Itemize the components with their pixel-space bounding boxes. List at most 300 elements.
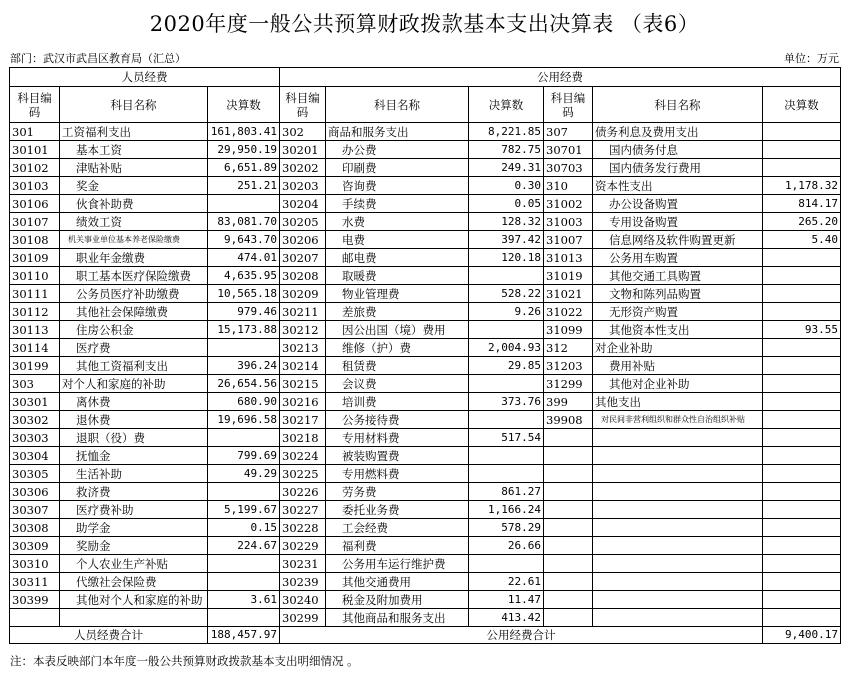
subject-name: 会议费	[326, 375, 469, 393]
subject-code: 31021	[544, 285, 593, 303]
expenditure-table	[9, 67, 841, 644]
amount-value: 2,004.93	[469, 339, 544, 357]
table-row	[10, 195, 841, 213]
subject-code: 302	[280, 123, 326, 141]
subject-code: 31099	[544, 321, 593, 339]
amount-value: 5.40	[763, 231, 841, 249]
subject-code: 30306	[10, 483, 60, 501]
amount-value: 249.31	[469, 159, 544, 177]
subject-code: 30310	[10, 555, 60, 573]
subject-code: 30240	[280, 591, 326, 609]
subject-name: 专用材料费	[326, 429, 469, 447]
subject-name: 职业年金缴费	[60, 249, 208, 267]
subject-name: 绩效工资	[60, 213, 208, 231]
subject-name: 基本工资	[60, 141, 208, 159]
amount-value: 1,178.32	[763, 177, 841, 195]
subject-name: 委托业务费	[326, 501, 469, 519]
subject-code: 30214	[280, 357, 326, 375]
subject-code: 30106	[10, 195, 60, 213]
subject-name: 对个人和家庭的补助	[60, 375, 208, 393]
department-label: 部门：武汉市武昌区教育局（汇总）	[10, 52, 186, 65]
subject-code: 30304	[10, 447, 60, 465]
subject-code: 30113	[10, 321, 60, 339]
subject-name: 电费	[326, 231, 469, 249]
subject-code: 30303	[10, 429, 60, 447]
table-row	[10, 321, 841, 339]
table-row	[10, 447, 841, 465]
page-title: 2020年度一般公共预算财政拨款基本支出决算表 （表6）	[149, 12, 700, 36]
amount-value	[763, 519, 841, 537]
subject-code: 30225	[280, 465, 326, 483]
subject-name	[593, 555, 763, 573]
subject-name	[593, 465, 763, 483]
subject-name: 手续费	[326, 195, 469, 213]
table-row	[10, 339, 841, 357]
subject-name: 退职（役）费	[60, 429, 208, 447]
amount-value: 578.29	[469, 519, 544, 537]
amount-value: 413.42	[469, 609, 544, 627]
amount-value: 161,803.41	[208, 123, 280, 141]
subject-code: 30211	[280, 303, 326, 321]
subject-name: 其他对企业补助	[593, 375, 763, 393]
amount-value	[763, 159, 841, 177]
amount-value: 799.69	[208, 447, 280, 465]
amount-value	[763, 123, 841, 141]
subject-name: 抚恤金	[60, 447, 208, 465]
table-row	[10, 123, 841, 141]
amount-value	[763, 555, 841, 573]
subject-name: 债务利息及费用支出	[593, 123, 763, 141]
table-row	[10, 375, 841, 393]
subject-code: 30311	[10, 573, 60, 591]
subject-code	[544, 555, 593, 573]
subject-name: 取暖费	[326, 267, 469, 285]
subject-code: 30309	[10, 537, 60, 555]
subject-code: 30202	[280, 159, 326, 177]
subject-code: 30212	[280, 321, 326, 339]
subject-name	[60, 609, 208, 627]
subject-name: 其他支出	[593, 393, 763, 411]
subject-name: 对企业补助	[593, 339, 763, 357]
amount-value: 4,635.95	[208, 267, 280, 285]
subject-name: 救济费	[60, 483, 208, 501]
amount-value: 397.42	[469, 231, 544, 249]
subject-name: 助学金	[60, 519, 208, 537]
amount-value	[208, 555, 280, 573]
amount-value: 8,221.85	[469, 123, 544, 141]
table-row	[10, 519, 841, 537]
table-row	[10, 267, 841, 285]
personnel-total-value: 188,457.97	[208, 627, 280, 644]
subject-name: 医疗费补助	[60, 501, 208, 519]
amount-value: 0.05	[469, 195, 544, 213]
subject-code: 30228	[280, 519, 326, 537]
table-row	[10, 159, 841, 177]
amount-value: 528.22	[469, 285, 544, 303]
amount-value	[469, 321, 544, 339]
subject-code: 30201	[280, 141, 326, 159]
amount-value: 680.90	[208, 393, 280, 411]
subject-code: 30218	[280, 429, 326, 447]
subject-name: 国内债务发行费用	[593, 159, 763, 177]
subject-name: 无形资产购置	[593, 303, 763, 321]
subject-name: 文物和陈列品购置	[593, 285, 763, 303]
subject-code: 30102	[10, 159, 60, 177]
subject-code: 30203	[280, 177, 326, 195]
amount-value	[469, 447, 544, 465]
subject-name: 水费	[326, 213, 469, 231]
subject-code: 30224	[280, 447, 326, 465]
subject-name: 工会经费	[326, 519, 469, 537]
subject-code	[544, 429, 593, 447]
subject-name: 其他对个人和家庭的补助	[60, 591, 208, 609]
amount-value: 814.17	[763, 195, 841, 213]
amount-value	[763, 285, 841, 303]
subject-name: 个人农业生产补贴	[60, 555, 208, 573]
subject-name: 办公费	[326, 141, 469, 159]
subject-name: 租赁费	[326, 357, 469, 375]
table-row	[10, 573, 841, 591]
amount-value: 19,696.58	[208, 411, 280, 429]
amount-value	[763, 375, 841, 393]
subject-name: 劳务费	[326, 483, 469, 501]
subject-code: 30227	[280, 501, 326, 519]
column-header-name: 科目名称	[60, 87, 208, 123]
subject-code: 30299	[280, 609, 326, 627]
subject-name: 代缴社会保险费	[60, 573, 208, 591]
amount-value: 396.24	[208, 357, 280, 375]
subject-name: 税金及附加费用	[326, 591, 469, 609]
amount-value: 0.30	[469, 177, 544, 195]
subject-code: 312	[544, 339, 593, 357]
subject-code: 31019	[544, 267, 593, 285]
subject-code: 31003	[544, 213, 593, 231]
amount-value	[469, 555, 544, 573]
amount-value	[763, 501, 841, 519]
amount-value	[208, 573, 280, 591]
table-row	[10, 609, 841, 627]
table-row	[10, 591, 841, 609]
subject-code: 30109	[10, 249, 60, 267]
amount-value	[763, 429, 841, 447]
subject-code: 30213	[280, 339, 326, 357]
amount-value: 26.66	[469, 537, 544, 555]
personnel-total-label: 人员经费合计	[10, 627, 208, 644]
subject-name: 其他社会保障缴费	[60, 303, 208, 321]
amount-value: 29,950.19	[208, 141, 280, 159]
subject-code	[544, 537, 593, 555]
subject-code: 31013	[544, 249, 593, 267]
column-header-row	[10, 87, 841, 123]
column-header-amount: 决算数	[763, 87, 841, 123]
public-total-label: 公用经费合计	[280, 627, 763, 644]
table-row	[10, 537, 841, 555]
subject-code: 310	[544, 177, 593, 195]
amount-value	[469, 411, 544, 429]
column-header-code: 科目编码	[280, 87, 326, 123]
subject-name: 其他商品和服务支出	[326, 609, 469, 627]
subject-code: 30101	[10, 141, 60, 159]
subject-name: 奖金	[60, 177, 208, 195]
subject-code: 31299	[544, 375, 593, 393]
amount-value	[763, 411, 841, 429]
amount-value	[763, 447, 841, 465]
subject-code: 301	[10, 123, 60, 141]
subject-name: 物业管理费	[326, 285, 469, 303]
subject-code: 30701	[544, 141, 593, 159]
subject-code: 30703	[544, 159, 593, 177]
subject-name	[593, 573, 763, 591]
subject-code: 30217	[280, 411, 326, 429]
subject-name: 工资福利支出	[60, 123, 208, 141]
subject-name: 生活补助	[60, 465, 208, 483]
amount-value	[763, 483, 841, 501]
subject-code: 31002	[544, 195, 593, 213]
amount-value: 29.85	[469, 357, 544, 375]
table-row	[10, 393, 841, 411]
amount-value	[469, 267, 544, 285]
subject-name: 退休费	[60, 411, 208, 429]
subject-code: 30301	[10, 393, 60, 411]
subject-name: 商品和服务支出	[326, 123, 469, 141]
personnel-group-header: 人员经费	[10, 68, 280, 87]
amount-value: 6,651.89	[208, 159, 280, 177]
subject-code: 30216	[280, 393, 326, 411]
subject-name: 咨询费	[326, 177, 469, 195]
table-row	[10, 483, 841, 501]
table-row	[10, 411, 841, 429]
subject-name: 伙食补助费	[60, 195, 208, 213]
totals-row	[10, 627, 841, 644]
amount-value: 265.20	[763, 213, 841, 231]
subject-name: 国内债务付息	[593, 141, 763, 159]
column-header-code: 科目编码	[10, 87, 60, 123]
subject-code: 30302	[10, 411, 60, 429]
subject-name: 津贴补贴	[60, 159, 208, 177]
amount-value: 0.15	[208, 519, 280, 537]
table-row	[10, 213, 841, 231]
subject-name: 培训费	[326, 393, 469, 411]
amount-value: 1,166.24	[469, 501, 544, 519]
amount-value: 782.75	[469, 141, 544, 159]
subject-name	[593, 483, 763, 501]
subject-code: 399	[544, 393, 593, 411]
subject-code: 30204	[280, 195, 326, 213]
subject-code: 30108	[10, 231, 60, 249]
amount-value	[763, 267, 841, 285]
subject-name: 机关事业单位基本养老保险缴费	[60, 231, 208, 249]
table-row	[10, 141, 841, 159]
subject-code: 30305	[10, 465, 60, 483]
amount-value	[208, 609, 280, 627]
amount-value: 9,643.70	[208, 231, 280, 249]
subject-name: 对民间非营利组织和群众性自治组织补贴	[593, 411, 763, 429]
subject-code: 303	[10, 375, 60, 393]
amount-value	[469, 465, 544, 483]
public-group-header: 公用经费	[280, 68, 841, 87]
amount-value	[763, 591, 841, 609]
subject-name: 印刷费	[326, 159, 469, 177]
subject-code: 30111	[10, 285, 60, 303]
subject-code	[544, 519, 593, 537]
amount-value: 120.18	[469, 249, 544, 267]
amount-value	[208, 339, 280, 357]
subject-code: 30207	[280, 249, 326, 267]
subject-code: 30110	[10, 267, 60, 285]
amount-value: 15,173.88	[208, 321, 280, 339]
footnote: 注：本表反映部门本年度一般公共预算财政拨款基本支出明细情况 。	[10, 654, 359, 668]
subject-code: 31022	[544, 303, 593, 321]
subject-name: 医疗费	[60, 339, 208, 357]
amount-value: 861.27	[469, 483, 544, 501]
subject-name: 邮电费	[326, 249, 469, 267]
subject-name	[593, 501, 763, 519]
column-header-code: 科目编码	[544, 87, 593, 123]
public-total-value: 9,400.17	[763, 627, 841, 644]
subject-code: 30307	[10, 501, 60, 519]
subject-code	[10, 609, 60, 627]
amount-value	[763, 339, 841, 357]
amount-value	[763, 609, 841, 627]
amount-value	[763, 249, 841, 267]
amount-value	[763, 393, 841, 411]
subject-name: 其他交通费用	[326, 573, 469, 591]
subject-code: 30107	[10, 213, 60, 231]
amount-value: 128.32	[469, 213, 544, 231]
table-row	[10, 177, 841, 195]
table-row	[10, 429, 841, 447]
subject-code: 30231	[280, 555, 326, 573]
subject-code	[544, 573, 593, 591]
subject-name: 其他资本性支出	[593, 321, 763, 339]
subject-code: 31007	[544, 231, 593, 249]
subject-name	[593, 429, 763, 447]
column-header-name: 科目名称	[326, 87, 469, 123]
table-row	[10, 555, 841, 573]
table-row	[10, 231, 841, 249]
subject-code: 30206	[280, 231, 326, 249]
amount-value	[763, 357, 841, 375]
amount-value: 3.61	[208, 591, 280, 609]
amount-value	[763, 465, 841, 483]
table-row	[10, 357, 841, 375]
amount-value: 26,654.56	[208, 375, 280, 393]
subject-name	[593, 591, 763, 609]
subject-code: 30205	[280, 213, 326, 231]
subject-code	[544, 465, 593, 483]
subject-code: 30399	[10, 591, 60, 609]
subject-name	[593, 447, 763, 465]
subject-name	[593, 609, 763, 627]
subject-name: 因公出国（境）费用	[326, 321, 469, 339]
subject-name: 资本性支出	[593, 177, 763, 195]
subject-code: 30239	[280, 573, 326, 591]
column-header-name: 科目名称	[593, 87, 763, 123]
subject-name: 奖励金	[60, 537, 208, 555]
subject-name: 费用补贴	[593, 357, 763, 375]
subject-code: 307	[544, 123, 593, 141]
subject-name: 其他交通工具购置	[593, 267, 763, 285]
table-row	[10, 501, 841, 519]
subject-code	[544, 591, 593, 609]
column-header-amount: 决算数	[469, 87, 544, 123]
amount-value: 474.01	[208, 249, 280, 267]
subject-name: 专用燃料费	[326, 465, 469, 483]
subject-name: 被装购置费	[326, 447, 469, 465]
subject-name: 办公设备购置	[593, 195, 763, 213]
subject-code	[544, 447, 593, 465]
subject-code: 30226	[280, 483, 326, 501]
amount-value	[469, 375, 544, 393]
amount-value: 5,199.67	[208, 501, 280, 519]
amount-value: 373.76	[469, 393, 544, 411]
amount-value: 49.29	[208, 465, 280, 483]
subject-name: 其他工资福利支出	[60, 357, 208, 375]
subject-code: 30103	[10, 177, 60, 195]
amount-value	[763, 573, 841, 591]
amount-value: 10,565.18	[208, 285, 280, 303]
amount-value	[208, 429, 280, 447]
table-row	[10, 465, 841, 483]
subject-code: 31203	[544, 357, 593, 375]
subject-code: 30215	[280, 375, 326, 393]
subject-name: 住房公积金	[60, 321, 208, 339]
subject-name: 福利费	[326, 537, 469, 555]
amount-value	[763, 141, 841, 159]
subject-name: 公务接待费	[326, 411, 469, 429]
amount-value: 979.46	[208, 303, 280, 321]
amount-value: 22.61	[469, 573, 544, 591]
subject-name	[593, 537, 763, 555]
column-header-amount: 决算数	[208, 87, 280, 123]
amount-value: 9.26	[469, 303, 544, 321]
amount-value	[208, 483, 280, 501]
subject-name: 信息网络及软件购置更新	[593, 231, 763, 249]
subject-name: 公务用车运行维护费	[326, 555, 469, 573]
amount-value	[763, 537, 841, 555]
subject-code: 30208	[280, 267, 326, 285]
amount-value	[208, 195, 280, 213]
subject-code: 30229	[280, 537, 326, 555]
subject-code: 30308	[10, 519, 60, 537]
amount-value: 83,081.70	[208, 213, 280, 231]
table-row	[10, 285, 841, 303]
amount-value	[763, 303, 841, 321]
subject-name	[593, 519, 763, 537]
subject-code	[544, 501, 593, 519]
subject-code: 30209	[280, 285, 326, 303]
subject-code: 30199	[10, 357, 60, 375]
subject-name: 专用设备购置	[593, 213, 763, 231]
subject-name: 公务用车购置	[593, 249, 763, 267]
amount-value: 517.54	[469, 429, 544, 447]
subject-name: 离休费	[60, 393, 208, 411]
subject-code: 39908	[544, 411, 593, 429]
subject-code: 30112	[10, 303, 60, 321]
subject-name: 公务员医疗补助缴费	[60, 285, 208, 303]
amount-value: 93.55	[763, 321, 841, 339]
subject-name: 维修（护）费	[326, 339, 469, 357]
amount-value: 11.47	[469, 591, 544, 609]
subject-code: 30114	[10, 339, 60, 357]
subject-name: 差旅费	[326, 303, 469, 321]
subject-name: 职工基本医疗保险缴费	[60, 267, 208, 285]
table-row	[10, 303, 841, 321]
amount-value: 251.21	[208, 177, 280, 195]
table-row	[10, 249, 841, 267]
unit-label: 单位：万元	[784, 52, 839, 65]
subject-code	[544, 609, 593, 627]
